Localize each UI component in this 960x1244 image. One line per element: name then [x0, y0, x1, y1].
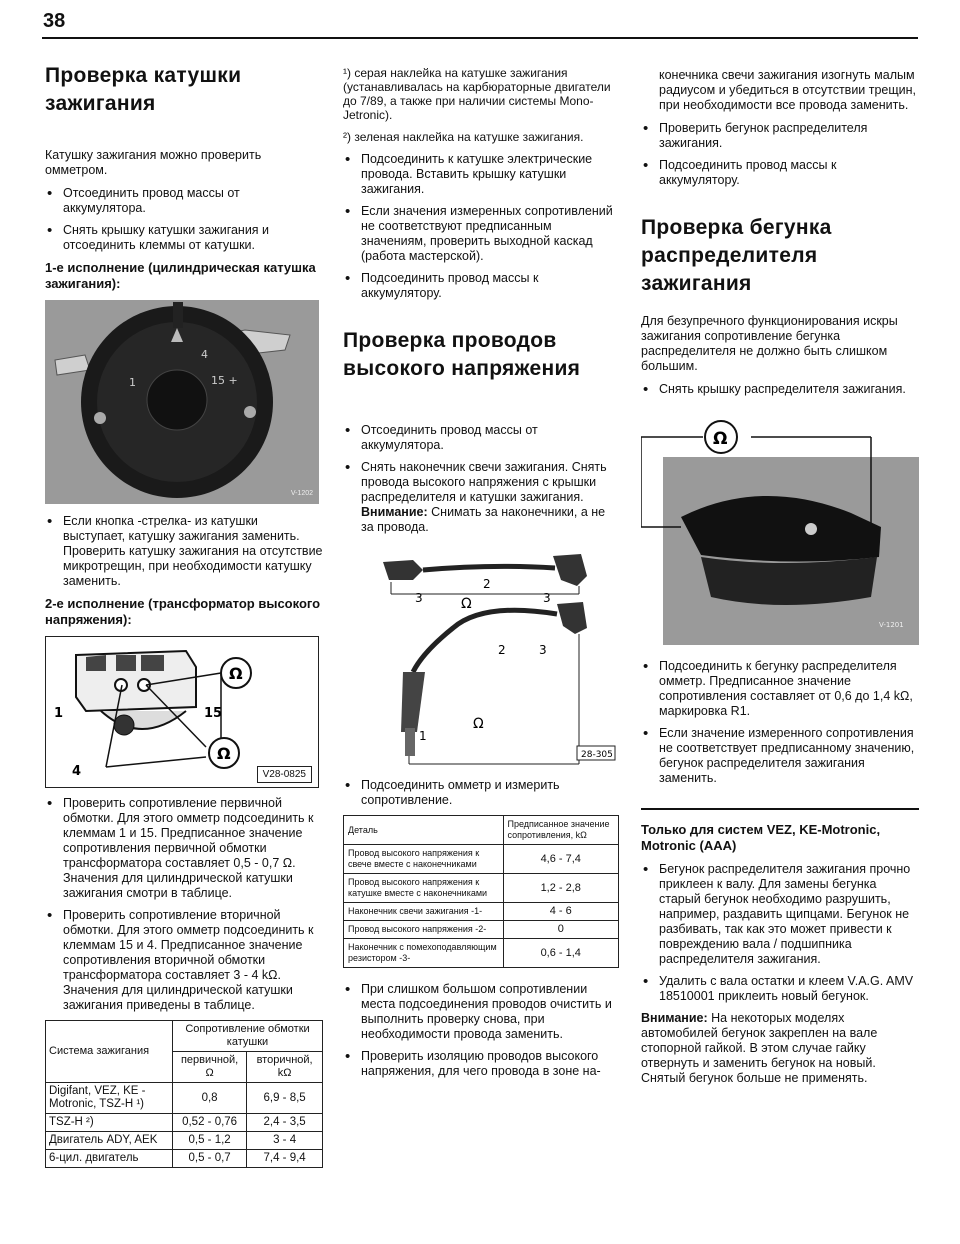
label-2: 2 [483, 577, 491, 591]
list-item: • Снять крышку распределителя зажигания. [641, 382, 919, 397]
top-rule [42, 37, 918, 39]
photo-code: V-1201 [879, 621, 904, 629]
rotor-intro: Для безупречного функционирования искры зажигания сопротивление бегунка распределителя не должно быть слишком большим. [641, 314, 898, 373]
footnote-text: серая наклейка на катушке зажигания (устанавливалась на карбюраторные двигатели до 7/89, а также при наличии системы Mono-Jetronic). [343, 66, 611, 122]
transformer-illustration [46, 637, 318, 787]
footnote-2 [343, 130, 619, 144]
ohmmeter-symbol: Ω [713, 429, 728, 449]
list-item: • Отсоединить провод массы от аккумулятора. [45, 186, 323, 216]
wire-steps-d [641, 121, 919, 188]
list-item: • Подсоединить омметр и измерить сопротивление. [343, 778, 619, 808]
cell-part: Провод высокого напряжения к свече вместе с наконечниками [344, 845, 504, 874]
list-item: • Если значение измеренного сопротивления не соответствует предписанному значению, бегунок распределителя зажигания заменить. [641, 726, 919, 786]
coil-steps-a [45, 186, 323, 253]
table-header-primary: первичной, Ω [172, 1052, 246, 1083]
cell-primary: 0,5 - 1,2 [172, 1132, 246, 1150]
coil-intro: Катушку зажигания можно проверить омметром. [45, 148, 262, 177]
svg-text:15 +: 15 + [211, 374, 238, 387]
wire-steps-b [343, 778, 619, 808]
footnote-text: зеленая наклейка на катушке зажигания. [354, 130, 584, 144]
list-item: • Если значения измеренных сопротивлений не соответствуют предписанным значениям, проверить выходной каскад (работа мастерской). [343, 204, 619, 264]
list-item: • Отсоединить провод массы от аккумулятора. [343, 423, 619, 453]
coil-resistance-table [45, 1020, 323, 1168]
wire-steps-c [343, 982, 619, 1079]
variant-2-heading: 2-е исполнение (трансформатор высокого напряжения): [45, 596, 321, 627]
cell-secondary: 7,4 - 9,4 [247, 1150, 323, 1168]
footnote-1 [343, 66, 619, 122]
svg-text:4: 4 [201, 348, 208, 361]
coil-steps-d [343, 152, 619, 301]
table-row [344, 939, 619, 968]
ohmmeter-symbol: Ω [229, 664, 243, 683]
cell-system: TSZ-H ²) [46, 1114, 173, 1132]
wires-illustration [343, 542, 619, 772]
ohmmeter-symbol: Ω [217, 744, 231, 763]
table-row [344, 874, 619, 903]
cell-system: 6-цил. двигатель [46, 1150, 173, 1168]
list-item: • Проверить сопротивление вторичной обмотки. Для этого омметр подсоединить к клеммам 15 и 4. Предписанное значение сопротивления вторичной обмотки трансформатора составляет 3 - 4 kΩ. Значения для цилиндрической катушки зажигания приведены в таблице. [45, 908, 323, 1013]
cell-system: Двигатель ADY, AEK [46, 1132, 173, 1150]
label-3: 3 [415, 591, 423, 605]
list-item: • Проверить бегунок распределителя зажигания. [641, 121, 919, 151]
table-header-system: Система зажигания [46, 1021, 173, 1083]
attention-text: На некоторых моделях автомобилей бегунок закреплен на вале стопорной гайкой. В этом случае гайку отвернуть и заменить бегунок на новый. Снятый бегунок больше не применять. [641, 1011, 878, 1085]
attention-label: Внимание: [361, 505, 428, 519]
cell-value: 4 - 6 [503, 903, 619, 921]
wire-steps-a [343, 423, 619, 535]
section-title-rotor: Проверка бегунка распределителя зажигания [641, 216, 832, 295]
list-item: • Бегунок распределителя зажигания прочно приклеен к валу. Для замены бегунка старый бегунок необходимо разрушить, например, раздавить щипцами. Бегунок не разбивать, так как это может привести к повреждению вала / подшипника распределителя зажигания. [641, 862, 919, 967]
cell-part: Провод высокого напряжения -2- [344, 921, 504, 939]
list-item: • Проверить изоляцию проводов высокого напряжения, для чего провода в зоне на- [343, 1049, 619, 1079]
cell-value: 1,2 - 2,8 [503, 874, 619, 903]
terminal-label-4: 4 [72, 764, 82, 779]
footnote-mark: ²) [343, 130, 351, 144]
table-row [46, 1083, 323, 1114]
diagram-code: 28-305 [581, 750, 613, 760]
label-1: 1 [419, 729, 427, 743]
cell-part: Наконечник с помехоподавляющим резистором -3- [344, 939, 504, 968]
cell-primary: 0,8 [172, 1083, 246, 1114]
list-item: • Снять крышку катушки зажигания и отсоединить клеммы от катушки. [45, 223, 323, 253]
cell-primary: 0,52 - 0,76 [172, 1114, 246, 1132]
column-2 [343, 66, 619, 1086]
cell-part: Провод высокого напряжения к катушке вместе с наконечниками [344, 874, 504, 903]
table-row [46, 1150, 323, 1168]
coil-steps-b [45, 514, 323, 589]
list-item [343, 460, 619, 535]
table-row [344, 921, 619, 939]
column-3 [641, 68, 919, 1094]
table-header-resistance: Сопротивление обмотки катушки [172, 1021, 322, 1052]
table-row [344, 903, 619, 921]
list-item: • Подсоединить к катушке электрические провода. Вставить крышку катушки зажигания. [343, 152, 619, 197]
rotor-figure [641, 417, 919, 645]
table-header-value: Предписанное значение сопротивления, kΩ [503, 816, 619, 845]
cell-value: 0,6 - 1,4 [503, 939, 619, 968]
table-row [344, 845, 619, 874]
footnote-mark: ¹) [343, 66, 351, 80]
section-title-wires: Проверка проводов высокого напряжения [343, 329, 581, 380]
table-row [46, 1114, 323, 1132]
variant-1-heading: 1-е исполнение (цилиндрическая катушка зажигания): [45, 260, 316, 291]
column-1 [45, 62, 323, 1168]
page-number: 38 [43, 10, 66, 32]
rotor-steps-a [641, 382, 919, 397]
cell-system: Digifant, VEZ, KE - Motronic, TSZ-H ¹) [46, 1083, 173, 1114]
cell-secondary: 2,4 - 3,5 [247, 1114, 323, 1132]
coil-photo-illustration [45, 300, 319, 504]
label-2: 2 [498, 643, 506, 657]
table-row [46, 1132, 323, 1150]
transformer-diagram [45, 636, 319, 788]
ohm-symbol: Ω [473, 716, 484, 732]
label-3: 3 [539, 643, 547, 657]
table-header-part: Деталь [344, 816, 504, 845]
ohm-symbol: Ω [461, 596, 472, 612]
cell-primary: 0,5 - 0,7 [172, 1150, 246, 1168]
cell-value: 4,6 - 7,4 [503, 845, 619, 874]
diagram-code: V28-0825 [257, 766, 312, 783]
attention-label: Внимание: [641, 1011, 708, 1025]
label-3: 3 [543, 591, 551, 605]
table-header-secondary: вторичной, kΩ [247, 1052, 323, 1083]
cell-part: Наконечник свечи зажигания -1- [344, 903, 504, 921]
rotor-steps-c [641, 862, 919, 1004]
list-item: • Проверить сопротивление первичной обмотки. Для этого омметр подсоединить к клеммам 1 и 15. Предписанное значение сопротивления первичной обмотки трансформатора составляет 0,5 - 0,7 Ω. Значения для цилиндрической катушки зажигания смотри в таблице. [45, 796, 323, 901]
wires-resistance-table [343, 815, 619, 968]
svg-text:1: 1 [129, 376, 136, 389]
cell-secondary: 6,9 - 8,5 [247, 1083, 323, 1114]
terminal-label-1: 1 [54, 706, 64, 721]
rotor-illustration [641, 417, 919, 645]
coil-steps-c [45, 796, 323, 1013]
list-item: • Удалить с вала остатки и клеем V.A.G. AMV 18510001 приклеить новый бегунок. [641, 974, 919, 1004]
photo-code: V-1202 [290, 490, 313, 497]
wires-diagram [343, 542, 619, 772]
rotor-steps-b [641, 659, 919, 786]
coil-photo [45, 300, 319, 504]
terminal-label-15: 15 [204, 706, 223, 721]
list-item: • Подсоединить провод массы к аккумулятору. [343, 271, 619, 301]
cell-secondary: 3 - 4 [247, 1132, 323, 1150]
rotor-attention [641, 1011, 919, 1086]
list-item: • Подсоединить провод массы к аккумулятору. [641, 158, 919, 188]
list-item: • Подсоединить к бегунку распределителя омметр. Предписанное значение сопротивления составляет от 0,6 до 1,4 kΩ, маркировка R1. [641, 659, 919, 719]
continued-text: конечника свечи зажигания изогнуть малым радиусом и убедиться в отсутствии трещин, при необходимости все провода заменить. [659, 68, 917, 112]
list-item: • При слишком большом сопротивлении места подсоединения проводов очистить и выполнить проверку снова, при необходимости провода заменить. [343, 982, 619, 1042]
attention-text: Снимать за наконечники, а не за провода. [361, 505, 606, 534]
section-title-coil: Проверка катушки зажигания [45, 64, 242, 115]
list-item: • Если кнопка -стрелка- из катушки выступает, катушку зажигания заменить. Проверить катушку зажигания на отсутствие микротрещин, при необходимости катушку заменить. [45, 514, 323, 589]
section-divider [641, 808, 919, 810]
cell-value: 0 [503, 921, 619, 939]
step-text: Снять наконечник свечи зажигания. Снять провода высокого напряжения с крышки распределителя и катушки зажигания. [361, 460, 607, 504]
systems-subtitle: Только для систем VEZ, KE-Motronic, Motronic (AAA) [641, 822, 881, 853]
